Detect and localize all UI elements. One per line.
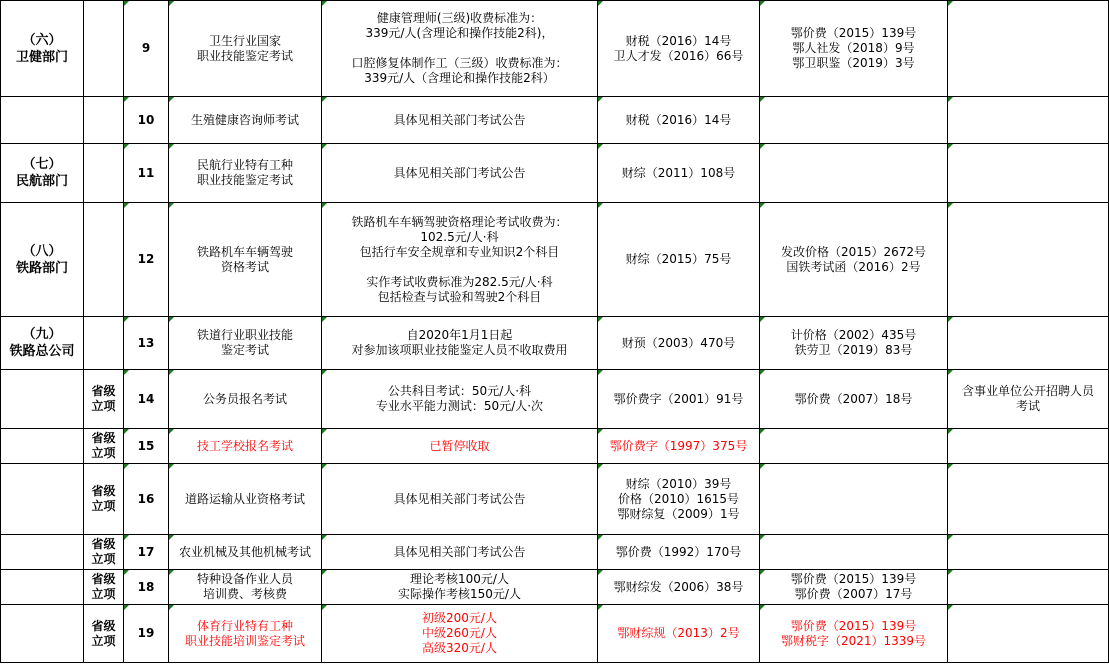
comment-marker-icon <box>598 570 603 575</box>
item-name-cell: 特种设备作业人员 培训费、考核费 <box>169 570 322 605</box>
comment-marker-icon <box>124 317 129 322</box>
item-name-cell: 农业机械及其他机械考试 <box>169 535 322 570</box>
number-cell: 15 <box>124 429 169 464</box>
price-basis-cell: 鄂价费（2015）139号 鄂人社发（2018）9号 鄂卫职鉴（2019）3号 <box>760 1 948 97</box>
level-cell <box>84 203 124 317</box>
dept-cell: （六） 卫健部门 <box>1 1 84 97</box>
table-row <box>1 429 1109 464</box>
table-row <box>1 317 1109 370</box>
comment-marker-icon <box>124 203 129 208</box>
comment-marker-icon <box>169 429 174 434</box>
comment-marker-icon <box>760 535 765 540</box>
comment-marker-icon <box>598 370 603 375</box>
policy-doc-cell: 财综（2011）108号 <box>598 144 760 203</box>
level-cell <box>84 317 124 370</box>
comment-marker-icon <box>598 1 603 6</box>
level-cell <box>84 1 124 97</box>
dept-cell <box>1 464 84 535</box>
comment-marker-icon <box>598 429 603 434</box>
dept-cell: （九） 铁路总公司 <box>1 317 84 370</box>
comment-marker-icon <box>948 144 953 149</box>
comment-marker-icon <box>124 570 129 575</box>
comment-marker-icon <box>322 570 327 575</box>
policy-doc-cell: 财综（2010）39号 价格（2010）1615号 鄂财综复（2009）1号 <box>598 464 760 535</box>
comment-marker-icon <box>169 203 174 208</box>
table-row <box>1 1 1109 97</box>
comment-marker-icon <box>760 570 765 575</box>
price-basis-cell: 鄂价费（2007）18号 <box>760 370 948 429</box>
comment-marker-icon <box>322 429 327 434</box>
policy-doc-cell: 财预（2003）470号 <box>598 317 760 370</box>
comment-marker-icon <box>760 97 765 102</box>
level-cell: 省级 立项 <box>84 605 124 663</box>
comment-marker-icon <box>760 203 765 208</box>
item-name-cell: 卫生行业国家 职业技能鉴定考试 <box>169 1 322 97</box>
policy-doc-cell: 财税（2016）14号 <box>598 97 760 144</box>
comment-marker-icon <box>322 144 327 149</box>
comment-marker-icon <box>322 1 327 6</box>
fee-standard-cell: 具体见相关部门考试公告 <box>322 535 598 570</box>
dept-cell: （七） 民航部门 <box>1 144 84 203</box>
level-cell <box>84 144 124 203</box>
table-row <box>1 97 1109 144</box>
policy-doc-cell: 鄂财综发（2006）38号 <box>598 570 760 605</box>
table-row <box>1 203 1109 317</box>
table-row <box>1 144 1109 203</box>
comment-marker-icon <box>169 605 174 610</box>
item-name-cell: 体育行业特有工种 职业技能培训鉴定考试 <box>169 605 322 663</box>
comment-marker-icon <box>169 317 174 322</box>
comment-marker-icon <box>124 1 129 6</box>
note-cell <box>948 317 1109 370</box>
price-basis-cell <box>760 429 948 464</box>
policy-doc-cell: 鄂价费字（1997）375号 <box>598 429 760 464</box>
price-basis-cell: 计价格（2002）435号 铁劳卫（2019）83号 <box>760 317 948 370</box>
comment-marker-icon <box>598 535 603 540</box>
dept-cell: （八） 铁路部门 <box>1 203 84 317</box>
fee-standard-cell: 自2020年1月1日起 对参加该项职业技能鉴定人员不收取费用 <box>322 317 598 370</box>
comment-marker-icon <box>169 370 174 375</box>
policy-doc-cell: 财税（2016）14号 卫人才发（2016）66号 <box>598 1 760 97</box>
comment-marker-icon <box>948 605 953 610</box>
comment-marker-icon <box>322 464 327 469</box>
item-name-cell: 生殖健康咨询师考试 <box>169 97 322 144</box>
fee-standard-cell: 已暂停收取 <box>322 429 598 464</box>
level-cell <box>84 97 124 144</box>
comment-marker-icon <box>124 464 129 469</box>
comment-marker-icon <box>322 605 327 610</box>
fee-standard-cell: 健康管理师(三级)收费标准为： 339元/人(含理论和操作技能2科)， 口腔修复体制作工（三级）收费标准为： 339元/人（含理论和操作技能2科） <box>322 1 598 97</box>
number-cell: 13 <box>124 317 169 370</box>
comment-marker-icon <box>124 370 129 375</box>
number-cell: 16 <box>124 464 169 535</box>
fee-standard-cell: 铁路机车车辆驾驶资格理论考试收费为： 102.5元/人·科 包括行车安全规章和专业知识2个科目 实作考试收费标准为282.5元/人·科 包括检查与试验和驾驶2个科目 <box>322 203 598 317</box>
comment-marker-icon <box>124 429 129 434</box>
note-cell <box>948 429 1109 464</box>
number-cell: 18 <box>124 570 169 605</box>
note-cell <box>948 570 1109 605</box>
comment-marker-icon <box>760 429 765 434</box>
comment-marker-icon <box>322 535 327 540</box>
comment-marker-icon <box>124 605 129 610</box>
level-cell: 省级 立项 <box>84 370 124 429</box>
price-basis-cell <box>760 535 948 570</box>
comment-marker-icon <box>124 535 129 540</box>
fee-standard-cell: 具体见相关部门考试公告 <box>322 144 598 203</box>
comment-marker-icon <box>598 464 603 469</box>
comment-marker-icon <box>760 370 765 375</box>
number-cell: 9 <box>124 1 169 97</box>
dept-cell <box>1 570 84 605</box>
item-name-cell: 道路运输从业资格考试 <box>169 464 322 535</box>
note-cell <box>948 464 1109 535</box>
number-cell: 17 <box>124 535 169 570</box>
table-row <box>1 605 1109 663</box>
comment-marker-icon <box>948 317 953 322</box>
comment-marker-icon <box>760 317 765 322</box>
note-cell: 含事业单位公开招聘人员 考试 <box>948 370 1109 429</box>
comment-marker-icon <box>169 570 174 575</box>
table-row <box>1 370 1109 429</box>
item-name-cell: 公务员报名考试 <box>169 370 322 429</box>
comment-marker-icon <box>948 370 953 375</box>
fee-standard-cell: 公共科目考试：50元/人·科 专业水平能力测试：50元/人·次 <box>322 370 598 429</box>
note-cell <box>948 1 1109 97</box>
comment-marker-icon <box>169 97 174 102</box>
note-cell <box>948 144 1109 203</box>
comment-marker-icon <box>124 97 129 102</box>
number-cell: 10 <box>124 97 169 144</box>
table-row <box>1 464 1109 535</box>
comment-marker-icon <box>169 1 174 6</box>
level-cell: 省级 立项 <box>84 570 124 605</box>
price-basis-cell: 鄂价费（2015）139号 鄂财税字（2021）1339号 <box>760 605 948 663</box>
note-cell <box>948 605 1109 663</box>
price-basis-cell: 发改价格（2015）2672号 国铁考试函（2016）2号 <box>760 203 948 317</box>
number-cell: 12 <box>124 203 169 317</box>
fee-standard-cell: 具体见相关部门考试公告 <box>322 464 598 535</box>
fee-standard-cell: 具体见相关部门考试公告 <box>322 97 598 144</box>
comment-marker-icon <box>322 97 327 102</box>
level-cell: 省级 立项 <box>84 464 124 535</box>
item-name-cell: 铁道行业职业技能 鉴定考试 <box>169 317 322 370</box>
dept-cell <box>1 97 84 144</box>
fee-standard-cell: 理论考核100元/人 实际操作考核150元/人 <box>322 570 598 605</box>
comment-marker-icon <box>760 464 765 469</box>
table-body <box>1 1 1109 663</box>
price-basis-cell <box>760 144 948 203</box>
policy-doc-cell: 鄂财综规（2013）2号 <box>598 605 760 663</box>
comment-marker-icon <box>760 605 765 610</box>
comment-marker-icon <box>169 535 174 540</box>
note-cell <box>948 203 1109 317</box>
price-basis-cell <box>760 97 948 144</box>
comment-marker-icon <box>598 97 603 102</box>
comment-marker-icon <box>124 144 129 149</box>
table-row <box>1 535 1109 570</box>
fee-standard-cell: 初级200元/人 中级260元/人 高级320元/人 <box>322 605 598 663</box>
comment-marker-icon <box>948 1 953 6</box>
comment-marker-icon <box>760 1 765 6</box>
dept-cell <box>1 605 84 663</box>
note-cell <box>948 97 1109 144</box>
comment-marker-icon <box>948 535 953 540</box>
dept-cell <box>1 429 84 464</box>
comment-marker-icon <box>322 203 327 208</box>
policy-doc-cell: 财综（2015）75号 <box>598 203 760 317</box>
comment-marker-icon <box>948 464 953 469</box>
comment-marker-icon <box>760 144 765 149</box>
comment-marker-icon <box>598 144 603 149</box>
table-row <box>1 570 1109 605</box>
number-cell: 14 <box>124 370 169 429</box>
price-basis-cell: 鄂价费（2015）139号 鄂价费（2007）17号 <box>760 570 948 605</box>
number-cell: 11 <box>124 144 169 203</box>
comment-marker-icon <box>322 317 327 322</box>
comment-marker-icon <box>948 97 953 102</box>
policy-doc-cell: 鄂价费（1992）170号 <box>598 535 760 570</box>
item-name-cell: 铁路机车车辆驾驶 资格考试 <box>169 203 322 317</box>
comment-marker-icon <box>169 464 174 469</box>
comment-marker-icon <box>322 370 327 375</box>
policy-doc-cell: 鄂价费字（2001）91号 <box>598 370 760 429</box>
comment-marker-icon <box>598 605 603 610</box>
note-cell <box>948 535 1109 570</box>
comment-marker-icon <box>948 429 953 434</box>
comment-marker-icon <box>598 317 603 322</box>
comment-marker-icon <box>169 144 174 149</box>
price-basis-cell <box>760 464 948 535</box>
item-name-cell: 技工学校报名考试 <box>169 429 322 464</box>
comment-marker-icon <box>598 203 603 208</box>
number-cell: 19 <box>124 605 169 663</box>
level-cell: 省级 立项 <box>84 535 124 570</box>
item-name-cell: 民航行业特有工种 职业技能鉴定考试 <box>169 144 322 203</box>
comment-marker-icon <box>948 570 953 575</box>
level-cell: 省级 立项 <box>84 429 124 464</box>
comment-marker-icon <box>948 203 953 208</box>
dept-cell <box>1 535 84 570</box>
dept-cell <box>1 370 84 429</box>
